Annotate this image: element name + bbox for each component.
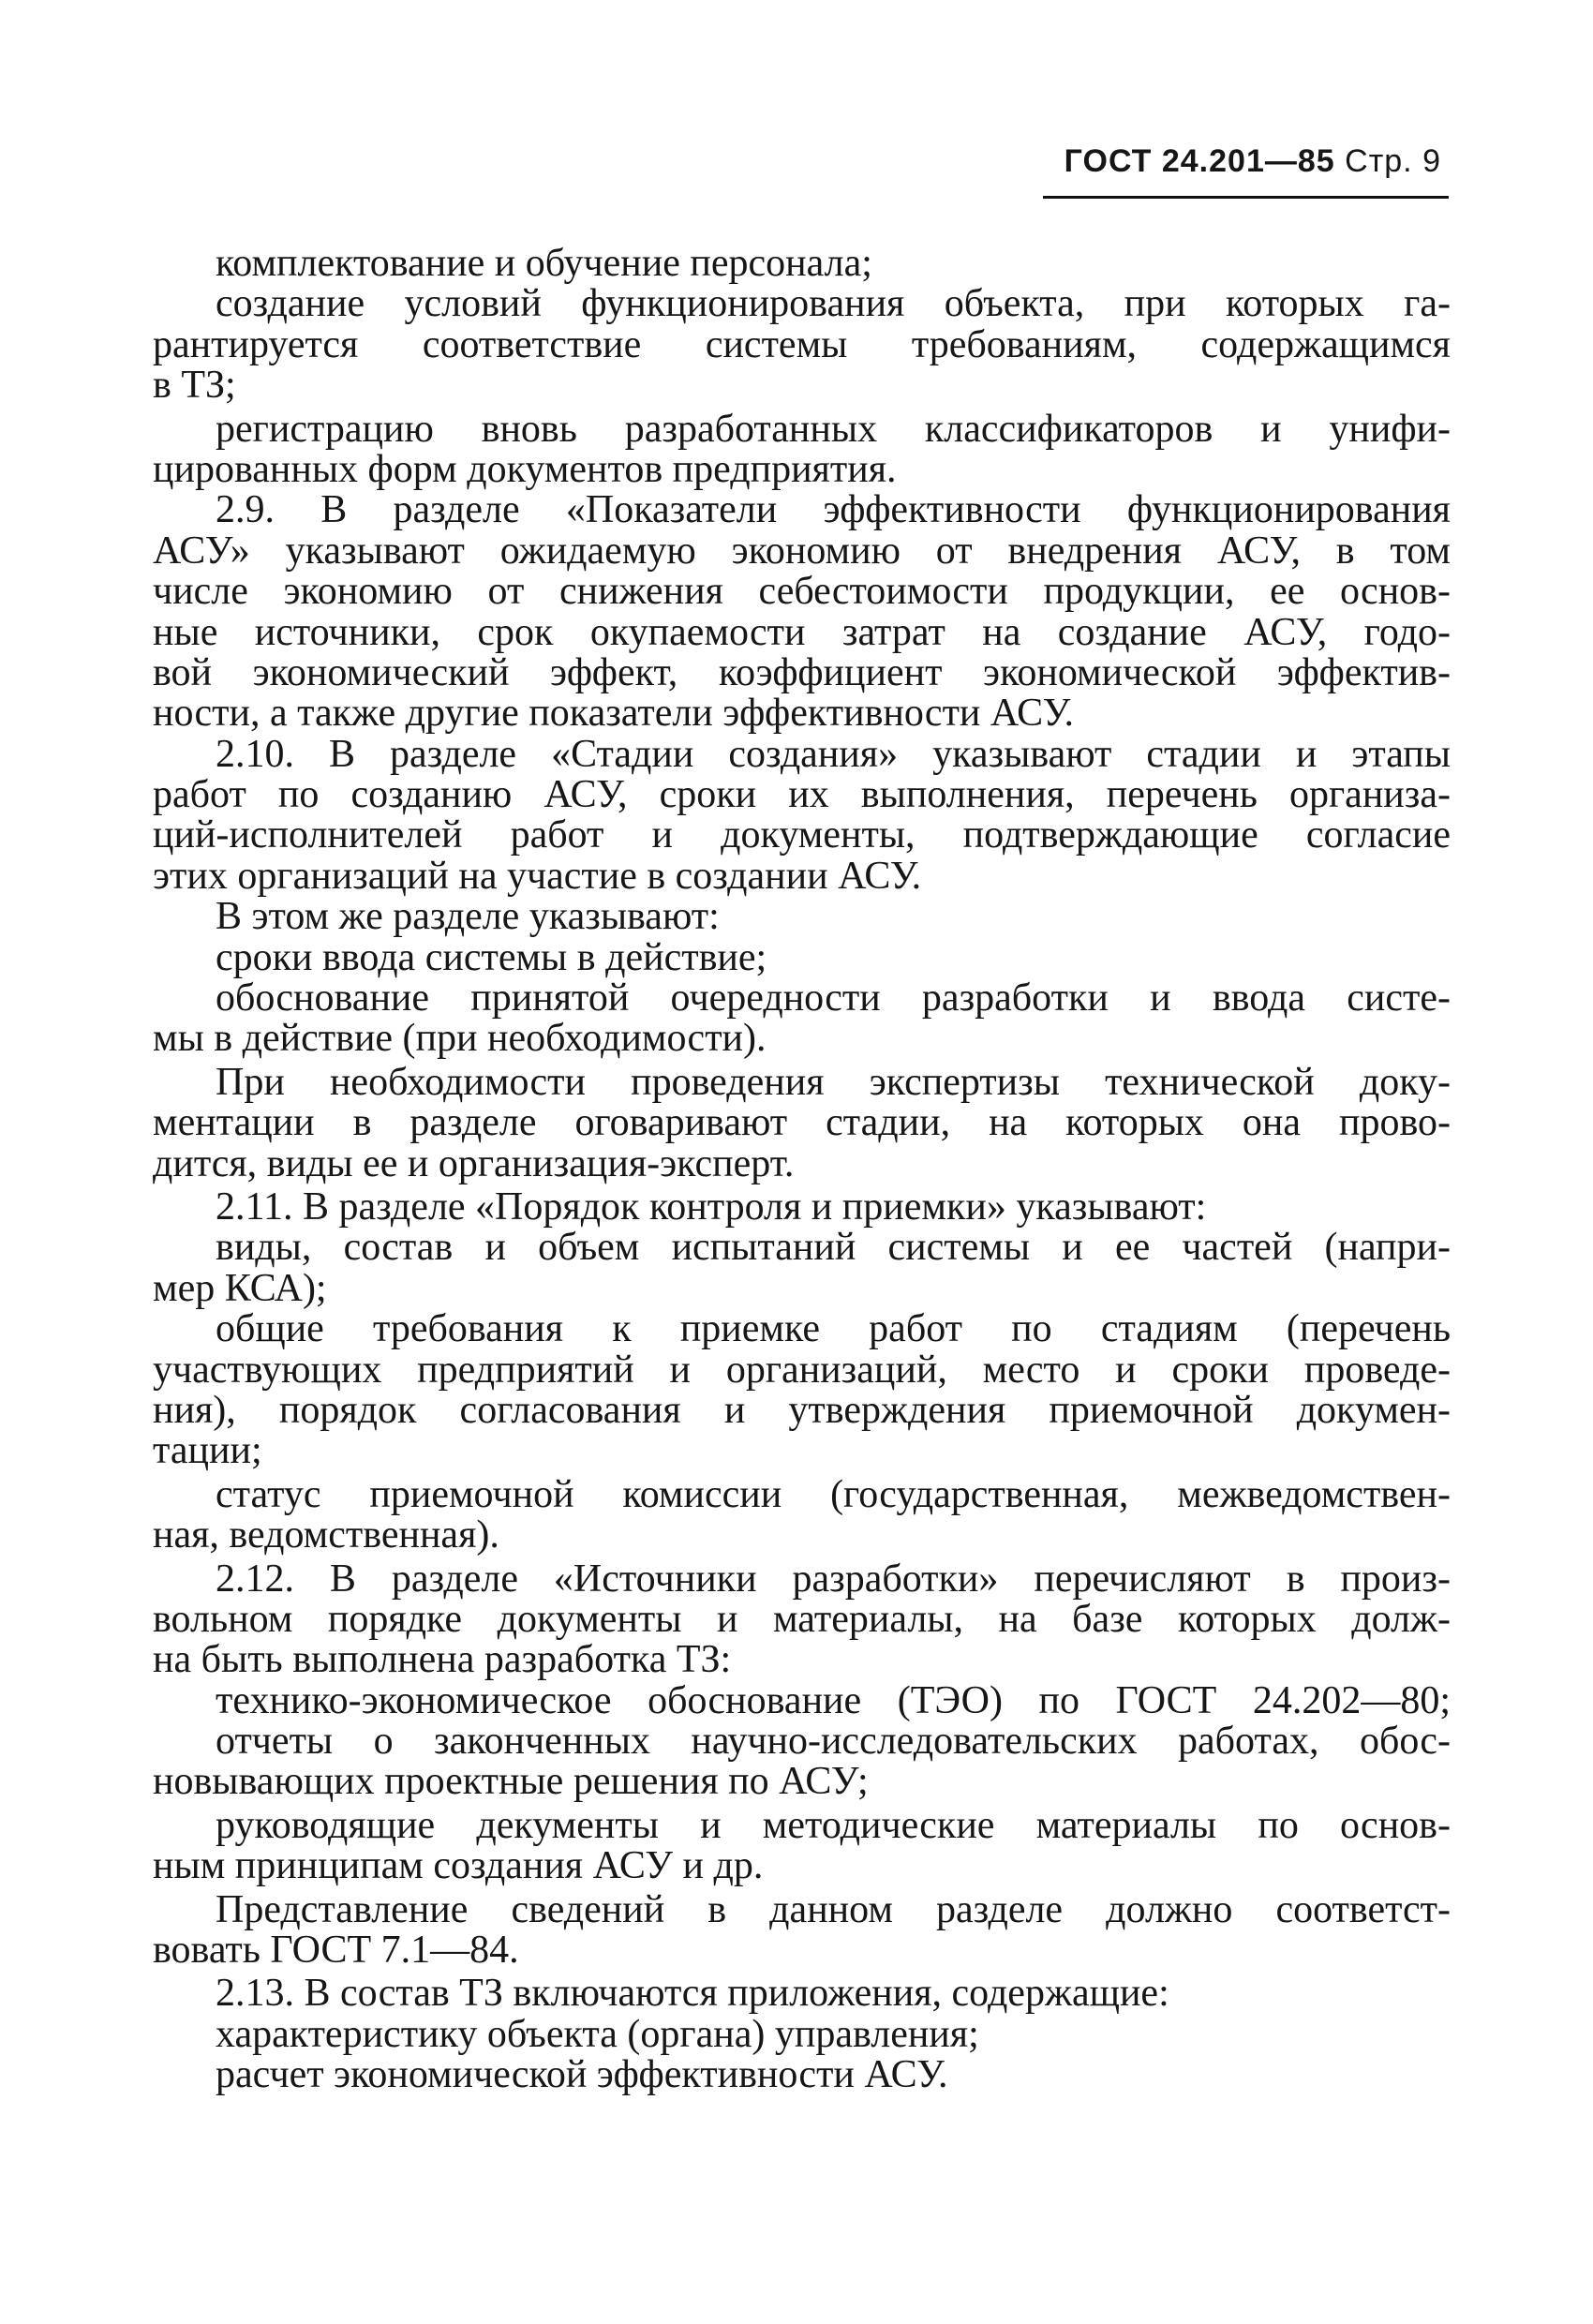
text-line: создание условий функционирования объекта, при которых га- bbox=[216, 284, 1451, 325]
text-line: вой экономический эффект, коэффициент экономической эффектив- bbox=[153, 652, 1451, 694]
text-line: в ТЗ; bbox=[153, 365, 236, 407]
text-line: ные источники, срок окупаемости затрат на создание АСУ, годо- bbox=[153, 612, 1451, 653]
text-line: регистрацию вновь разработанных классификаторов и унифи- bbox=[216, 409, 1451, 450]
text-line: комплектование и обучение персонала; bbox=[216, 244, 872, 285]
page-header bbox=[1043, 142, 1449, 199]
text-line: ности, а также другие показатели эффективности АСУ. bbox=[153, 693, 1074, 735]
text-line: общие требования к приемке работ по стадиям (перечень bbox=[216, 1309, 1451, 1350]
document-body bbox=[153, 244, 1451, 2096]
text-line: 2.9. В разделе «Показатели эффективности функционирования bbox=[216, 490, 1451, 531]
text-line: мер КСА); bbox=[153, 1268, 327, 1310]
text-line: обоснование принятой очередности разработки и ввода систе- bbox=[216, 978, 1451, 1020]
page-label: Стр. bbox=[1345, 143, 1413, 179]
text-line: числе экономию от снижения себестоимости продукции, ее основ- bbox=[153, 572, 1451, 613]
text-line: статус приемочной комиссии (государственная, межведомствен- bbox=[216, 1474, 1451, 1516]
text-line: АСУ» указывают ожидаемую экономию от внедрения АСУ, в том bbox=[153, 530, 1451, 573]
text-line: работ по созданию АСУ, сроки их выполнения, перечень организа- bbox=[153, 775, 1451, 816]
text-line: В этом же разделе указывают: bbox=[216, 897, 720, 938]
text-line: отчеты о законченных научно-исследовательских работах, обос- bbox=[216, 1721, 1451, 1763]
text-line: руководящие декументы и методические материалы по основ- bbox=[216, 1805, 1451, 1847]
text-line: этих организаций на участие в создании АСУ. bbox=[153, 856, 922, 898]
text-line: 2.11. В разделе «Порядок контроля и приемки» указывают: bbox=[216, 1186, 1207, 1229]
text-line: рантируется соответствие системы требованиям, содержащимся bbox=[153, 324, 1451, 366]
text-line: мы в действие (при необходимости). bbox=[153, 1019, 767, 1060]
text-line: ным принципам создания АСУ и др. bbox=[153, 1846, 764, 1887]
text-line: Представление сведений в данном разделе должно соответст- bbox=[216, 1889, 1451, 1931]
text-line: вовать ГОСТ 7.1—84. bbox=[153, 1930, 519, 1972]
text-line: 2.10. В разделе «Стадии создания» указывают стадии и этапы bbox=[216, 734, 1451, 776]
text-line: дится, виды ее и организация-эксперт. bbox=[153, 1143, 795, 1184]
text-line: тации; bbox=[153, 1431, 262, 1472]
text-line: характеристику объекта (органа) управления; bbox=[216, 2014, 979, 2056]
text-line: технико-экономическое обоснование (ТЭО) по ГОСТ 24.202—80; bbox=[216, 1680, 1451, 1722]
text-line: цированных форм документов предприятия. bbox=[153, 449, 897, 491]
text-line: При необходимости проведения экспертизы технической доку- bbox=[216, 1062, 1451, 1104]
text-line: вольном порядке документы и материалы, на базе которых долж- bbox=[153, 1599, 1451, 1641]
page-number: 9 bbox=[1422, 143, 1441, 179]
text-line: ций-исполнителей работ и документы, подтверждающие согласие bbox=[153, 815, 1451, 857]
standard-designation: ГОСТ 24.201—85 bbox=[1064, 143, 1335, 179]
text-line: участвующих предприятий и организаций, место и сроки проведе- bbox=[153, 1349, 1451, 1391]
text-line: 2.12. В разделе «Источники разработки» перечисляют в произ- bbox=[216, 1558, 1451, 1600]
text-line: новывающих проектные решения по АСУ; bbox=[153, 1762, 869, 1803]
text-line: виды, состав и объем испытаний системы и ее частей (напри- bbox=[216, 1228, 1451, 1269]
text-line: сроки ввода системы в действие; bbox=[216, 937, 767, 979]
text-line: расчет экономической эффективности АСУ. bbox=[216, 2055, 948, 2096]
text-line: ная, ведомственная). bbox=[153, 1515, 499, 1557]
text-line: 2.13. В состав ТЗ включаются приложения, содержащие: bbox=[216, 1974, 1169, 2015]
text-line: ментации в разделе оговаривают стадии, на которых она прово- bbox=[153, 1103, 1451, 1144]
text-line: на быть выполнена разработка ТЗ: bbox=[153, 1640, 732, 1681]
text-line: ния), порядок согласования и утверждения приемочной докумен- bbox=[153, 1390, 1451, 1432]
